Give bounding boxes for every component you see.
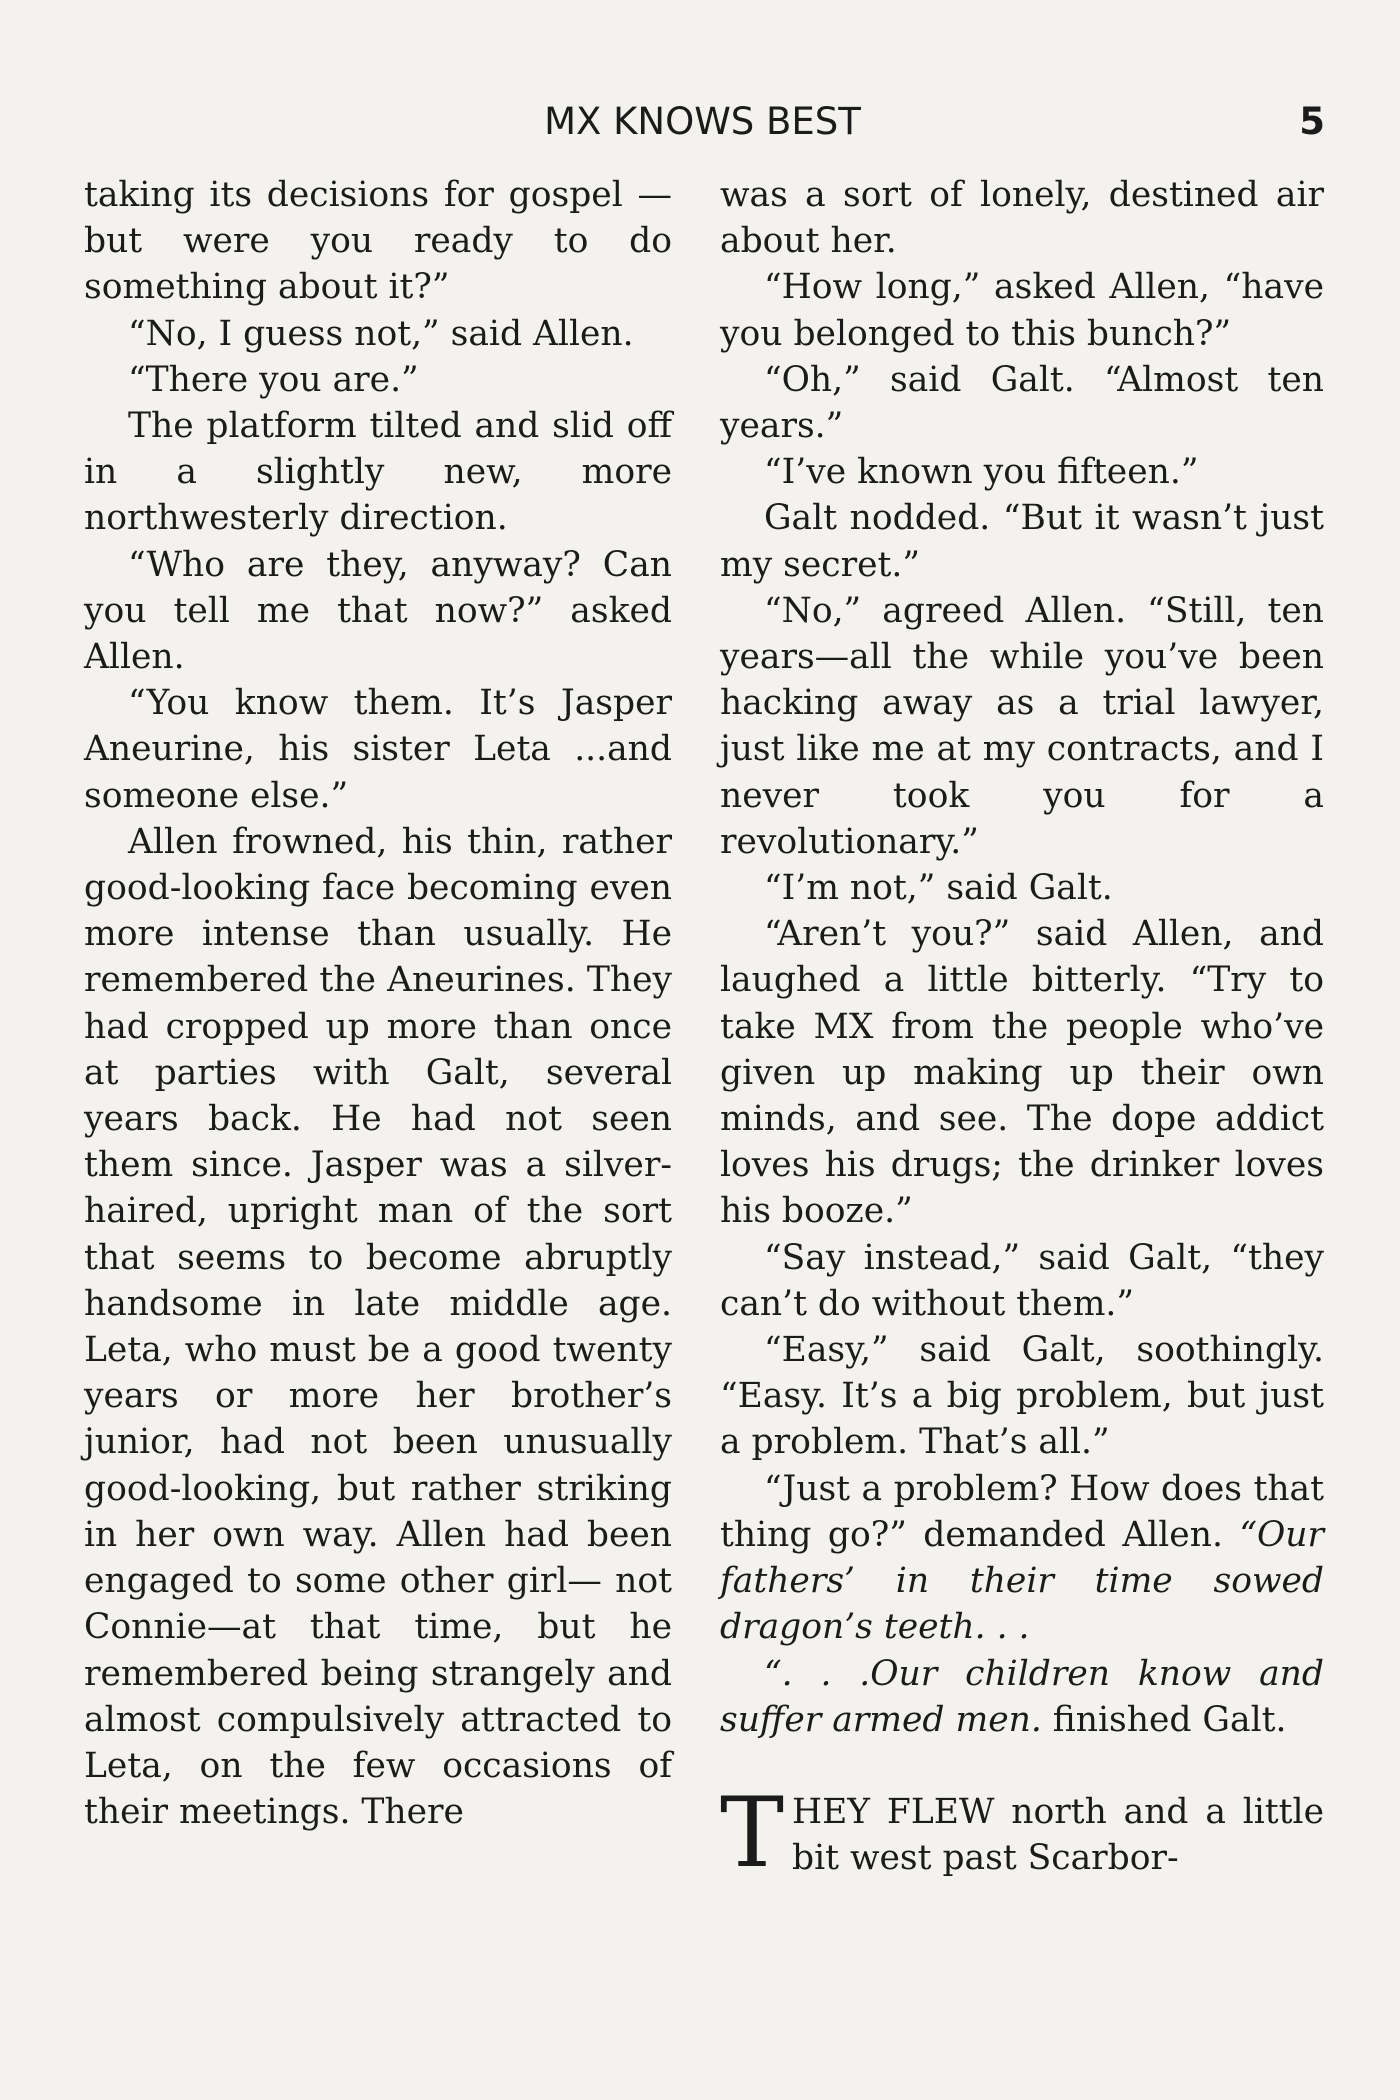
paragraph: “I’m not,” said Galt.: [764, 868, 1113, 909]
page-number: 5: [1299, 100, 1325, 143]
paragraph: “I’ve known you fifteen.”: [764, 452, 1199, 493]
section-opening-paragraph: [720, 1776, 1324, 1889]
left-column: [84, 172, 672, 1835]
paragraph: taking its decisions for gospel —but were you ready to do something about it?”: [84, 175, 672, 308]
paragraph: Galt nodded. “But it wasn’t just my secret.”: [720, 498, 1324, 585]
verse-quote: “Our fathers’ in their time sowed dragon’s teeth. . .: [720, 1514, 1324, 1648]
paragraph-text: HEY FLEW north and a little bit west past Scarbor-: [792, 1791, 1324, 1879]
right-column: [720, 172, 1324, 1889]
paragraph: “Oh,” said Galt. “Almost ten years.”: [720, 359, 1324, 447]
paragraph: “No,” agreed Allen. “Still, ten years—all the while you’ve been hacking away as a trial lawyer, just like me at my contracts, and I never took you for a revolutionary.”: [720, 590, 1324, 862]
paragraph: “How long,” asked Allen, “have you belonged to this bunch?”: [720, 267, 1324, 354]
drop-cap: T: [720, 1776, 785, 1889]
paragraph: “No, I guess not,” said Allen.: [128, 313, 634, 354]
paragraph-text: “Just a problem? How does that thing go?” demanded Allen.: [720, 1468, 1324, 1555]
paragraph: The platform tilted and slid off in a slightly new, more northwesterly direction.: [84, 406, 672, 539]
paragraph: “Say instead,” said Galt, “they can’t do without them.”: [720, 1237, 1324, 1324]
paragraph: was a sort of lonely, destined air about her.: [720, 175, 1324, 262]
paragraph-text: finished Galt.: [1041, 1699, 1287, 1740]
paragraph: [720, 1466, 1324, 1651]
running-head: [80, 100, 1325, 150]
text-columns: [84, 172, 1324, 2002]
verse-quote: “. . .Our children know and suffer armed men.: [720, 1653, 1324, 1740]
paragraph: Allen frowned, his thin, rather good-looking face becoming even more intense than usually. He remembered the Aneurines. They had cropped up more than once at parties with Galt, several years back. He had not seen them since. Jasper was a silver-haired, upright man of the sort that seems to become abruptly handsome in late middle age. Leta, who must be a good twenty years or more her brother’s junior, had not been unusually good-looking, but rather striking in her own way. Allen had been engaged to some other girl— not Connie—at that time, but he remembered being strangely and almost compulsively attracted to Leta, on the few occasions of their meetings. There: [84, 821, 672, 1833]
paragraph: “Who are they, anyway? Can you tell me that now?” asked Allen.: [84, 544, 672, 678]
section-break: [720, 1743, 1324, 1789]
paragraph: “Aren’t you?” said Allen, and laughed a little bitterly. “Try to take MX from the people who’ve given up making up their own minds, and see. The dope addict loves his drugs; the drinker loves his booze.”: [720, 914, 1324, 1232]
paragraph: [720, 1651, 1324, 1743]
paragraph: “Easy,” said Galt, soothingly. “Easy. It’s a big problem, but just a problem. That’s all.”: [720, 1330, 1324, 1463]
running-title: MX KNOWS BEST: [544, 100, 861, 143]
paragraph: “There you are.”: [128, 359, 419, 400]
paragraph: “You know them. It’s Jasper Aneurine, his sister Leta ...and someone else.”: [84, 683, 672, 816]
